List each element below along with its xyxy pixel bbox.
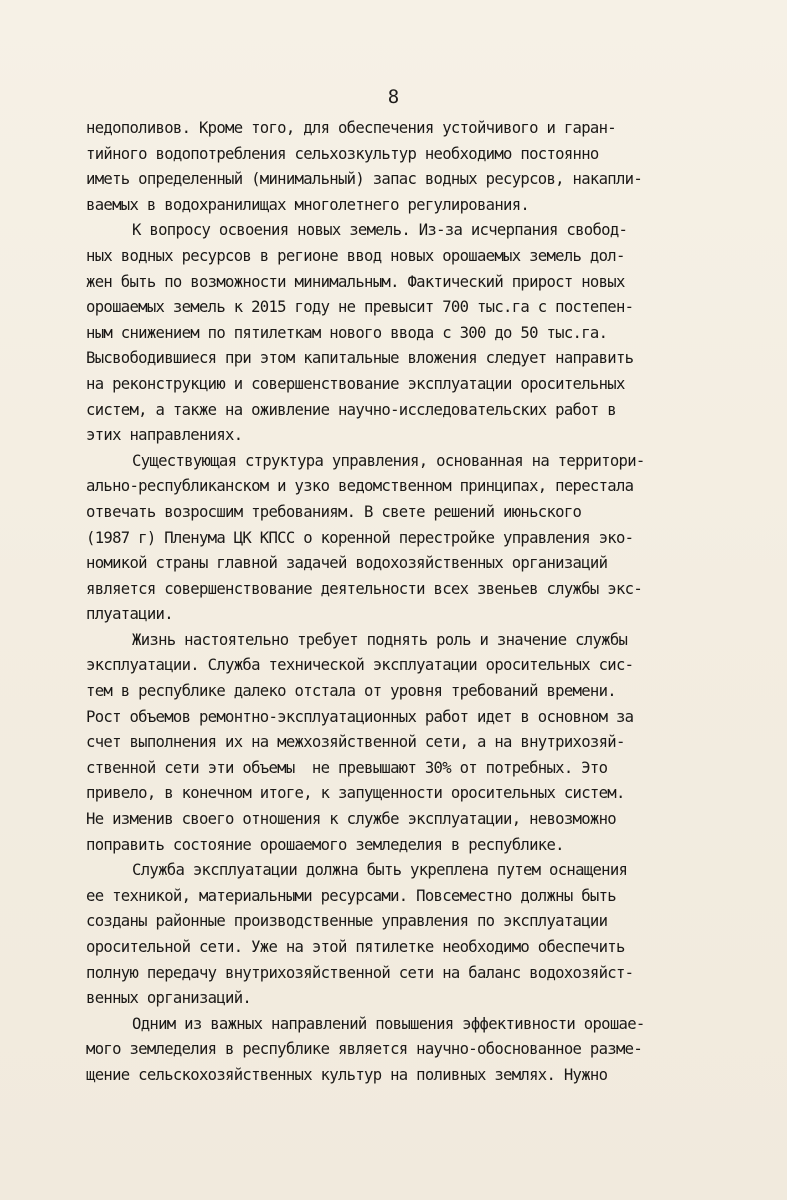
text-line: привело, в конечном итоге, к запущенности оросительных систем. [86, 784, 625, 803]
text-line: тийного водопотребления сельхозкультур необходимо постоянно [86, 144, 599, 163]
text-line: недополивов. Кроме того, для обеспечения устойчивого и гаран- [86, 119, 616, 137]
text-line: систем, а также на оживление научно-исследовательских работ в [86, 400, 616, 419]
paragraph [86, 858, 726, 1012]
text-line: тем в республике далеко отстала от уровня требований времени. [86, 682, 616, 701]
text-line: полную передачу внутрихозяйственной сети на баланс водохозяйст- [86, 963, 634, 982]
paragraph [86, 116, 726, 218]
text-line: Рост объемов ремонтно-эксплуатационных работ идет в основном за [86, 707, 634, 726]
text-line: ных водных ресурсов в регионе ввод новых орошаемых земель дол- [86, 246, 625, 265]
paragraph [86, 449, 726, 628]
text-line: щение сельскохозяйственных культур на поливных землях. Нужно [86, 1065, 608, 1084]
text-line: иметь определенный (минимальный) запас водных ресурсов, накапли- [86, 170, 643, 189]
text-line: Одним из важных направлений повышения эффективности орошае- [132, 1014, 645, 1033]
text-line: жен быть по возможности минимальным. Фактический прирост новых [86, 272, 625, 291]
page-number: 8 [387, 86, 400, 108]
text-line: Жизнь настоятельно требует поднять роль и значение службы [132, 630, 628, 649]
text-line: Высвободившиеся при этом капитальные вложения следует направить [86, 349, 634, 368]
text-line: ваемых в водохранилищах многолетнего регулирования. [86, 195, 530, 214]
text-line: оросительной сети. Уже на этой пятилетке необходимо обеспечить [86, 938, 625, 956]
text-line: ально-республиканском и узко ведомственном принципах, перестала [86, 477, 634, 496]
paragraph [86, 218, 726, 448]
text-line: номикой страны главной задачей водохозяйственных организаций [86, 554, 608, 573]
text-line: отвечать возросшим требованиям. В свете решений июньского [86, 502, 582, 521]
text-line: орошаемых земель к 2015 году не превысит 700 тыс.га с постепен- [86, 298, 634, 317]
text-line: Не изменив своего отношения к службе эксплуатации, невозможно [86, 810, 616, 829]
text-line: Существующая структура управления, основанная на территори- [132, 451, 645, 470]
text-line: плуатации. [86, 605, 173, 624]
text-line: ее техникой, материальными ресурсами. Повсеместно должны быть [86, 886, 616, 905]
text-line: мого земледелия в республике является научно-обоснованное разме- [86, 1040, 643, 1059]
text-line: созданы районные производственные управления по эксплуатации [86, 912, 608, 931]
text-line: этих направлениях. [86, 426, 243, 445]
text-line: поправить состояние орошаемого земледелия в республике. [86, 835, 564, 854]
text-line: счет выполнения их на межхозяйственной сети, а на внутрихозяй- [86, 733, 625, 752]
text-line: на реконструкцию и совершенствование эксплуатации оросительных [86, 374, 625, 393]
text-line: К вопросу освоения новых земель. Из-за исчерпания свобод- [132, 221, 628, 240]
text-line: (1987 г) Пленума ЦК КПСС о коренной перестройке управления эко- [86, 528, 634, 547]
paragraph [86, 628, 726, 858]
text-line: является совершенствование деятельности всех звеньев службы экс- [86, 579, 643, 598]
body-text [86, 116, 726, 1089]
text-line: ным снижением по пятилеткам нового ввода с 300 до 50 тыс.га. [86, 323, 608, 342]
text-line: ственной сети эти объемы не превышают 30% от потребных. Это [86, 758, 608, 777]
text-line: эксплуатации. Служба технической эксплуатации оросительных сис- [86, 656, 634, 675]
text-line: венных организаций. [86, 989, 252, 1008]
text-line: Служба эксплуатации должна быть укреплена путем оснащения [132, 861, 628, 880]
paragraph [86, 1012, 726, 1089]
